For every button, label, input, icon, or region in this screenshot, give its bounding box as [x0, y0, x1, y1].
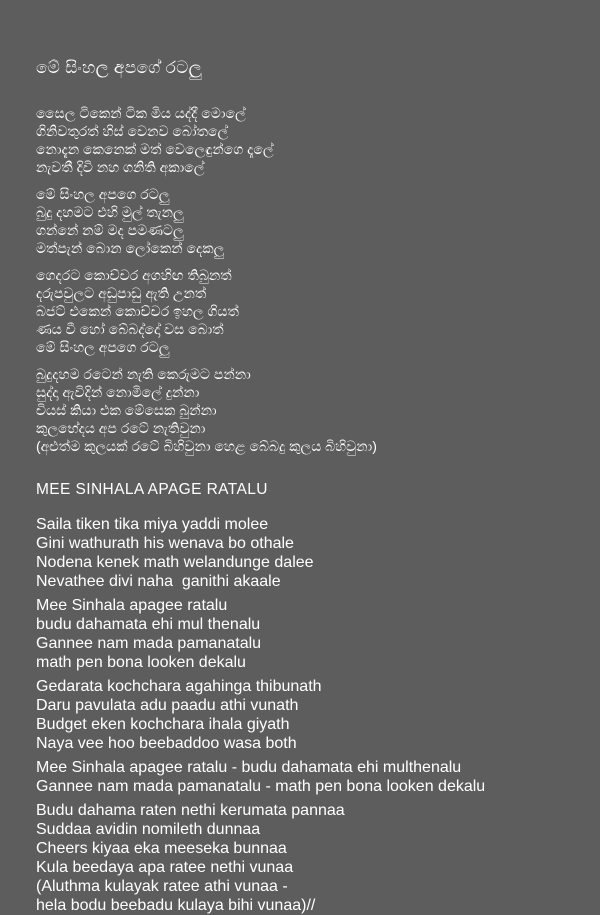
sinhala-lyric-line: (අළුත්ම කුලයක් රටේ බිහිවුනා හෙළ බේබදු කුලය බිහිවුනා) — [36, 438, 377, 454]
sinhala-lyric-line: ගෙදරට කොච්චර අගහිඟ තිබුනත් — [36, 267, 232, 283]
sinhala-lyric-line: ගන්නේ නම් මද පමණටලු — [36, 222, 184, 238]
sinhala-lyric-line: මත්පැන් බොන ලෝකෙන් දෙකලු — [36, 240, 225, 256]
english-lyric-line: Naya vee hoo beebaddoo wasa both — [36, 735, 297, 752]
sinhala-lyric-line: නොදැන කෙනෙක් මත් වෙලෙඳුන්ගෙ දෑලේ — [36, 141, 274, 157]
english-lyric-line: Budget eken kochchara ihala giyath — [36, 716, 290, 733]
sinhala-lyric-line: මේ සිංහල අපගෙ රටලු — [36, 186, 170, 202]
english-lyric-line: Gannee nam mada pamanatalu — [36, 635, 262, 652]
sinhala-lyric-line: කුලභේදය අප රටේ නැතිවුනා — [36, 420, 206, 436]
english-lyric-line: Daru pavulata adu paadu athi vunath — [36, 697, 299, 714]
english-lyric-line: Nodena kenek math welandunge dalee — [36, 554, 314, 571]
english-lyric-line: Cheers kiyaa eka meeseka bunnaa — [36, 840, 287, 857]
english-section-title: MEE SINHALA APAGE RATALU — [36, 481, 268, 498]
sinhala-lyric-line: නැවතී දිවි නහ ගනිති අකාලේ — [36, 159, 205, 175]
sinhala-lyric-line: මේ සිංහල අපගෙ රටලු — [36, 339, 170, 355]
english-lyric-line: (Aluthma kulayak ratee athi vunaa - — [36, 878, 288, 895]
english-stanza-2 — [36, 596, 580, 672]
english-lyric-line: Mee Sinhala apagee ratalu — [36, 597, 228, 614]
english-stanza-5 — [36, 801, 580, 915]
sinhala-stanza-3 — [36, 266, 580, 356]
sinhala-lyric-line: ණය වී හෝ බේබද්දෝ වස බොත් — [36, 321, 224, 337]
english-lyric-line: budu dahamata ehi mul thenalu — [36, 616, 261, 633]
sinhala-stanza-4 — [36, 365, 580, 455]
english-lyric-line: math pen bona looken dekalu — [36, 654, 246, 671]
sinhala-lyric-line: දරුපවුලට අඩුපාඩු ඇති උනත් — [36, 285, 207, 301]
sinhala-lyric-line: සෛල ටිකෙන් ටික මිය යද්දී මොලේ — [36, 105, 246, 121]
english-lyric-line: Nevathee divi naha ganithi akaale — [36, 573, 281, 590]
sinhala-lyric-line: බුදු දහමට එහි මුල් තැනලු — [36, 204, 184, 220]
sinhala-lyric-line: චියස් කියා එක මේසෙක බුන්නා — [36, 402, 217, 418]
sinhala-lyric-line: බජට් එකෙන් කොච්චර ඉහල ගියත් — [36, 303, 239, 319]
sinhala-stanza-1 — [36, 104, 580, 176]
english-chorus — [36, 758, 580, 796]
sinhala-lyric-line: ගිනිවතුරත් හිස් වෙනව බෝතලේ — [36, 123, 229, 139]
english-lyric-line: hela bodu beebadu kulaya bihi vunaa)// — [36, 897, 316, 914]
english-lyric-line: Gini wathurath his wenava bo othale — [36, 535, 294, 552]
english-stanza-3 — [36, 677, 580, 753]
english-lyric-line: Gannee nam mada pamanatalu - math pen bona looken dekalu — [36, 778, 486, 795]
english-lyric-line: Suddaa avidin nomileth dunnaa — [36, 821, 261, 838]
english-lyric-line: Kula beedaya apa ratee nethi vunaa — [36, 859, 294, 876]
sinhala-stanza-2 — [36, 185, 580, 257]
english-lyric-line: Budu dahama raten nethi kerumata pannaa — [36, 802, 345, 819]
sinhala-title: මේ සිංහල අපගේ රටලු — [36, 58, 202, 77]
sinhala-lyric-line: සුද්දා ඇවිදින් නොමිලේ දුන්නා — [36, 384, 200, 400]
english-lyric-line: Mee Sinhala apagee ratalu - budu dahamata ehi multhenalu — [36, 759, 462, 776]
sinhala-lyric-line: බුදුදහම රටෙන් නැති කෙරුමට පන්නා — [36, 366, 251, 382]
english-lyric-line: Gedarata kochchara agahinga thibunath — [36, 678, 322, 695]
english-lyric-line: Saila tiken tika miya yaddi molee — [36, 516, 269, 533]
english-stanza-1 — [36, 515, 580, 591]
